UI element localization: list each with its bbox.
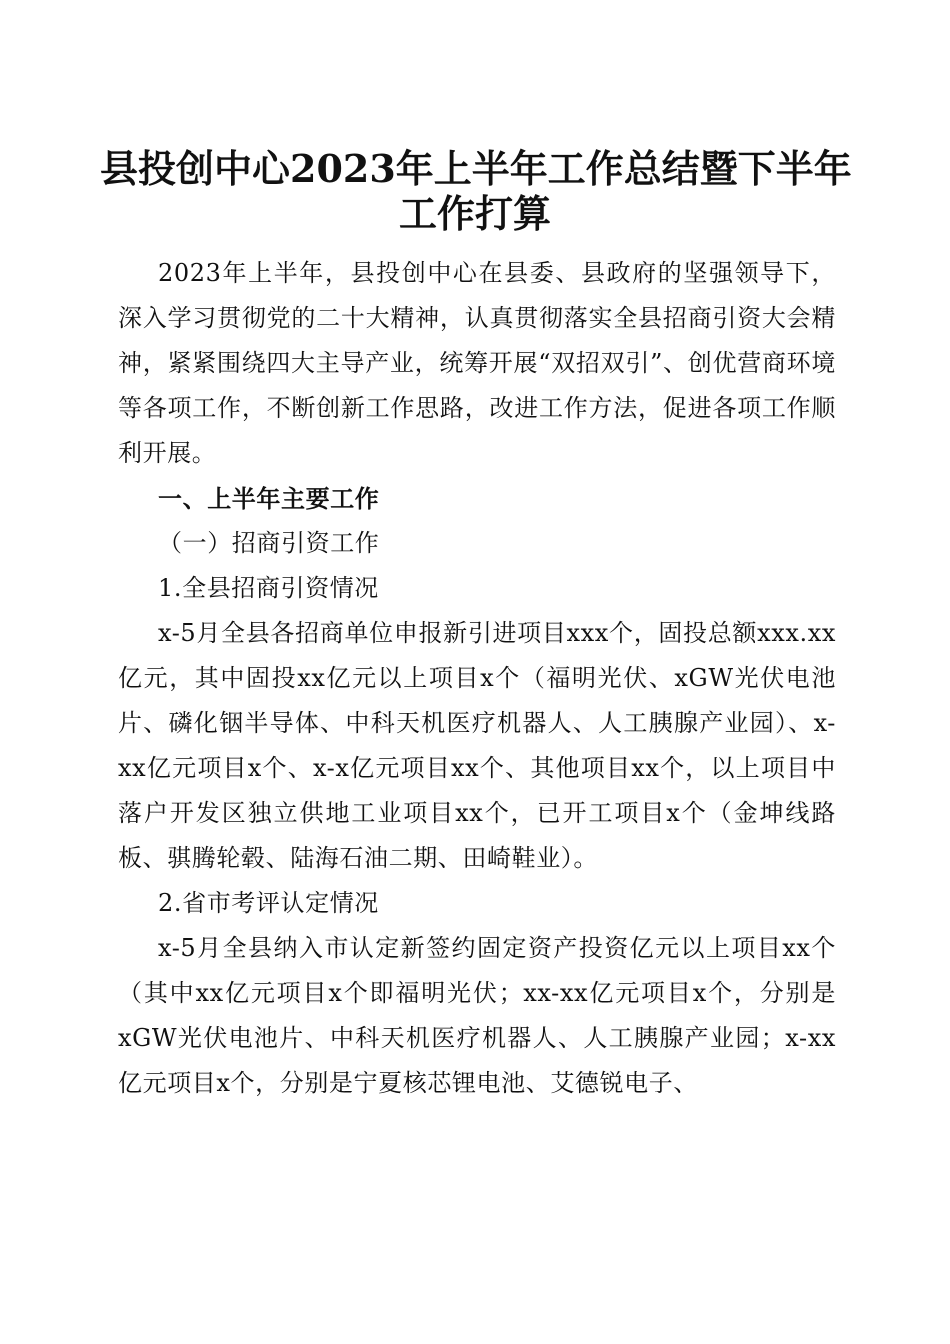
document-title-line-1: 县投创中心2023年上半年工作总结暨下半年 [100,146,852,191]
document-title-line-2: 工作打算 [398,191,551,236]
section-heading: 一、上半年主要工作 [158,484,380,513]
subsection-heading: （一）招商引资工作 [158,529,380,557]
document-body [118,251,836,1106]
item-paragraph-1: x-5月全县各招商单位申报新引进项目xxx个，固投总额xxx.xx亿元，其中固投xx亿元以上项目x个（福明光伏、xGW光伏电池片、磷化铟半导体、中科天机医疗机器人、人工胰腺产业园）、x-xx亿元项目x个、x-x亿元项目xx个、其他项目xx个，以上项目中落户开发区独立供地工业项目xx个，已开工项目x个（金坤线路板、骐腾轮毂、陆海石油二期、田崎鞋业）。 [118,619,836,872]
item-heading-2: 2.省市考评认定情况 [158,889,379,917]
intro-paragraph: 2023年上半年，县投创中心在县委、县政府的坚强领导下，深入学习贯彻党的二十大精神，认真贯彻落实全县招商引资大会精神，紧紧围绕四大主导产业，统筹开展“双招双引”、创优营商环境等各项工作，不断创新工作思路，改进工作方法，促进各项工作顺利开展。 [118,259,836,467]
item-paragraph-2: x-5月全县纳入市认定新签约固定资产投资亿元以上项目xx个（其中xx亿元项目x个即福明光伏；xx-xx亿元项目x个，分别是xGW光伏电池片、中科天机医疗机器人、人工胰腺产业园；x-xx亿元项目x个，分别是宁夏核芯锂电池、艾德锐电子、 [118,934,836,1097]
item-heading-1: 1.全县招商引资情况 [158,574,379,602]
